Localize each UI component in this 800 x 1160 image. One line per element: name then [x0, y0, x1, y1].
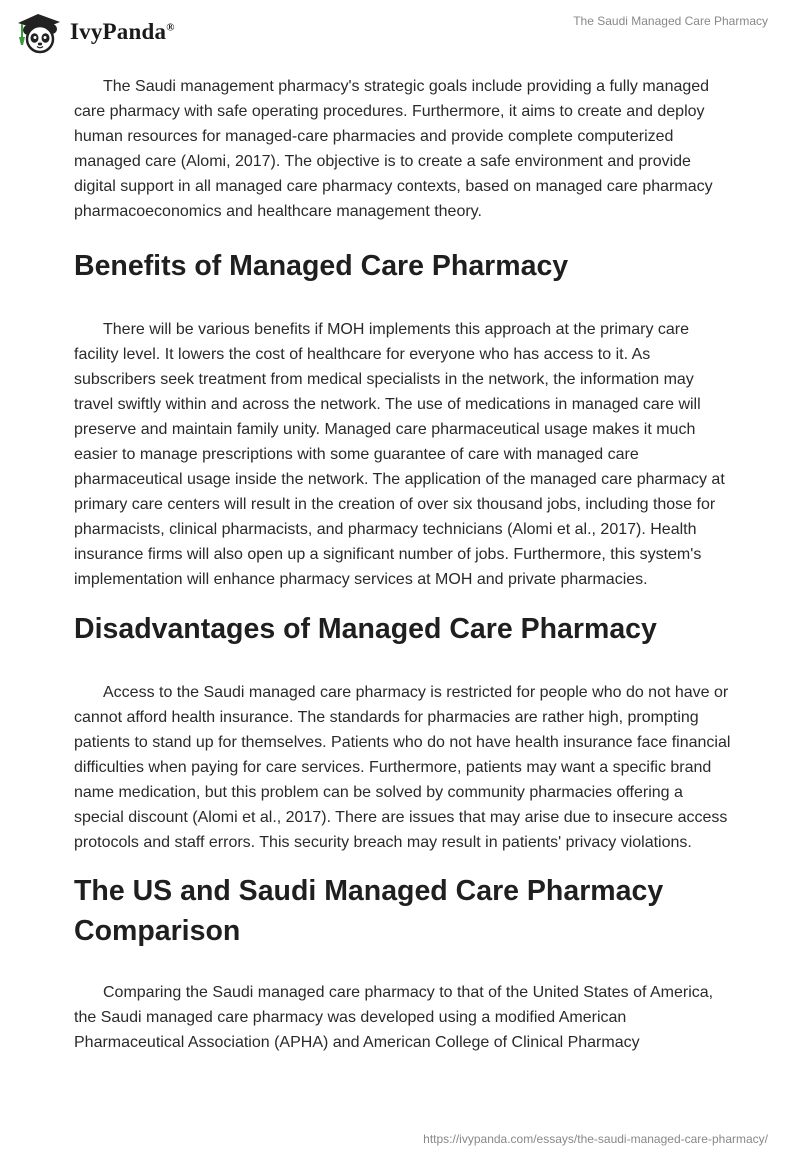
- brand-name: IvyPanda®: [70, 19, 175, 44]
- intro-paragraph: The Saudi management pharmacy's strategic goals include providing a fully managed care pharmacy with safe operating procedures. Furthermore, it aims to create and deploy human resources for managed-care pharmacies and provide complete computerized managed care (Alomi, 2017). The objective is to create a safe environment and provide digital support in all managed care pharmacy contexts, based on managed care pharmacy pharmacoeconomics and healthcare management theory.: [74, 78, 713, 220]
- ivypanda-logo[interactable]: [14, 8, 175, 56]
- benefits-heading: Benefits of Managed Care Pharmacy: [74, 250, 569, 282]
- disadvantages-paragraph: Access to the Saudi managed care pharmacy is restricted for people who do not have or cannot afford health insurance. The standards for pharmacies are rather high, prompting patients to stand up for themselves. Patients who do not have health insurance face financial difficulties when paying for care services. Furthermore, patients may want a specific brand name medication, but this problem can be solved by community pharmacies offering a special discount (Alomi et al., 2017). There are issues that may arise due to insecure access protocols and staff errors. This security breach may result in patients' privacy violations.: [74, 684, 731, 851]
- article-body: [74, 70, 734, 1055]
- comparison-paragraph: Comparing the Saudi managed care pharmacy to that of the United States of America, the Saudi managed care pharmacy was developed using a modified American Pharmaceutical Association (APHA) and American College of Clinical Pharmacy: [74, 984, 714, 1051]
- disadvantages-heading: Disadvantages of Managed Care Pharmacy: [74, 613, 657, 645]
- panda-graduate-icon: [14, 8, 66, 56]
- footer-url-link[interactable]: https://ivypanda.com/essays/the-saudi-managed-care-pharmacy/: [423, 1132, 768, 1146]
- document-title: The Saudi Managed Care Pharmacy: [573, 14, 768, 28]
- comparison-heading: The US and Saudi Managed Care Pharmacy Comparison: [74, 875, 664, 947]
- benefits-paragraph: There will be various benefits if MOH implements this approach at the primary care facility level. It lowers the cost of healthcare for everyone who has access to it. As subscribers seek treatment from medical specialists in the network, the information may travel swiftly within and across the network. The use of medications in managed care will preserve and maintain family unity. Managed care pharmaceutical usage makes it much easier to manage prescriptions with some guarantee of care with managed care pharmaceutical usage inside the network. The application of the managed care pharmacy at primary care centers will result in the creation of over six thousand jobs, including those for pharmacists, clinical pharmacists, and pharmacy technicians (Alomi et al., 2017). Health insurance firms will also open up a significant number of jobs. Furthermore, this system's implementation will enhance pharmacy services at MOH and private pharmacies.: [74, 321, 725, 588]
- page-header: [0, 0, 800, 70]
